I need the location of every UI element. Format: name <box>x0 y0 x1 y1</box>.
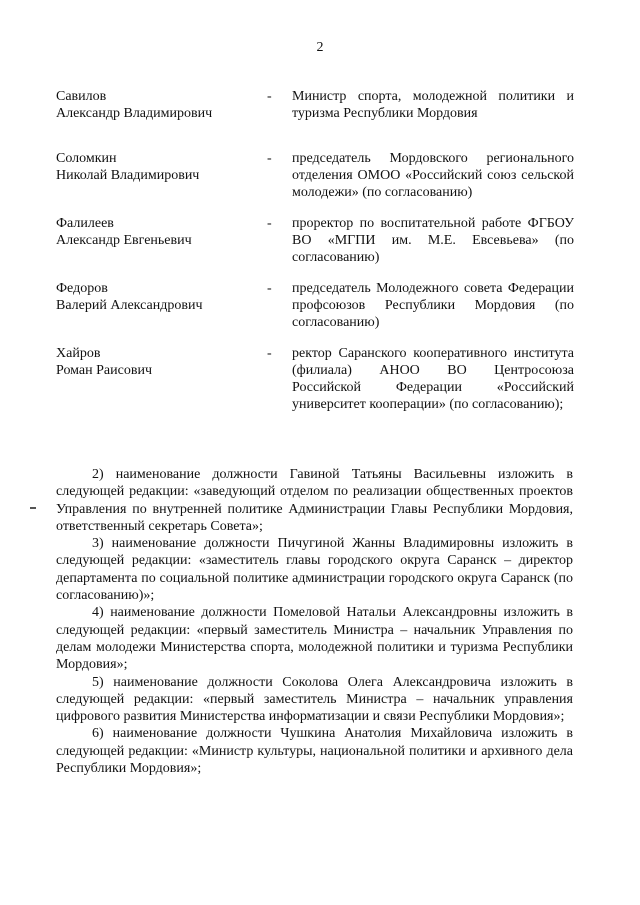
amendment-paragraph: 5) наименование должности Соколова Олега Александровича изложить в следующей редакции: «первый заместитель Министра – начальник управления цифрового развития Министерства информатизации и связи Республики Мордовия»; <box>56 674 573 725</box>
member-name <box>56 215 261 249</box>
member-name <box>56 280 261 314</box>
member-given-names: Александр Владимирович <box>56 106 213 121</box>
member-name <box>56 345 261 379</box>
member-role: председатель Молодежного совета Федерации профсоюзов Республики Мордовия (по согласованию) <box>292 281 574 330</box>
page-number: 2 <box>316 40 324 55</box>
amendment-paragraph: 3) наименование должности Пичугиной Жанны Владимировны изложить в следующей редакции: «заместитель главы городского округа Саранск – директор департамента по социальной политике администрации городского округа Саранск (по согласованию)»; <box>56 536 573 604</box>
amendment-paragraphs <box>56 466 573 777</box>
member-surname: Фалилеев <box>56 216 114 231</box>
member-role: проректор по воспитательной работе ФГБОУ ВО «МГПИ им. М.Е. Евсевьева» (по согласованию) <box>292 216 574 265</box>
member-entry <box>56 215 576 266</box>
member-dash: - <box>267 346 272 361</box>
member-role: председатель Мордовского регионального отделения ОМОО «Российский союз сельской молодежи» (по согласованию) <box>292 151 574 200</box>
member-role: Министр спорта, молодежной политики и туризма Республики Мордовия <box>292 89 574 121</box>
member-given-names: Роман Раисович <box>56 363 152 378</box>
member-given-names: Валерий Александрович <box>56 298 203 313</box>
member-name <box>56 150 261 184</box>
member-surname: Хайров <box>56 346 101 361</box>
member-given-names: Александр Евгеньевич <box>56 233 192 248</box>
amendment-paragraph: 6) наименование должности Чушкина Анатолия Михайловича изложить в следующей редакции: «Министр культуры, национальной политики и архивного дела Республики Мордовия»; <box>56 726 573 777</box>
amendment-paragraph: 4) наименование должности Помеловой Натальи Александровны изложить в следующей редакции: «первый заместитель Министра – начальник Управления по делам молодежи Министерства спорта, молодежной политики и туризма Республики Мордовия»; <box>56 605 573 673</box>
member-dash: - <box>267 281 272 296</box>
member-dash: - <box>267 89 272 104</box>
member-entry <box>56 150 576 201</box>
member-entry <box>56 345 576 413</box>
member-entry <box>56 280 576 331</box>
member-dash: - <box>267 216 272 231</box>
member-role: ректор Саранского кооперативного института (филиала) АНОО ВО Центросоюза Российской Федерации «Российский университет кооперации» (по согласованию); <box>292 346 574 412</box>
member-entry <box>56 88 576 136</box>
member-surname: Соломкин <box>56 151 117 166</box>
amendment-paragraph: 2) наименование должности Гавиной Татьяны Васильевны изложить в следующей редакции: «заведующий отделом по реализации общественных проектов Управления по внутренней политике Администрации Главы Республики Мордовия, ответственный секретарь Совета»; <box>56 467 573 534</box>
member-surname: Савилов <box>56 89 107 104</box>
member-list <box>56 88 576 427</box>
member-surname: Федоров <box>56 281 108 296</box>
member-name <box>56 88 261 122</box>
scan-artifact-mark <box>30 507 36 509</box>
member-dash: - <box>267 151 272 166</box>
member-given-names: Николай Владимирович <box>56 168 200 183</box>
